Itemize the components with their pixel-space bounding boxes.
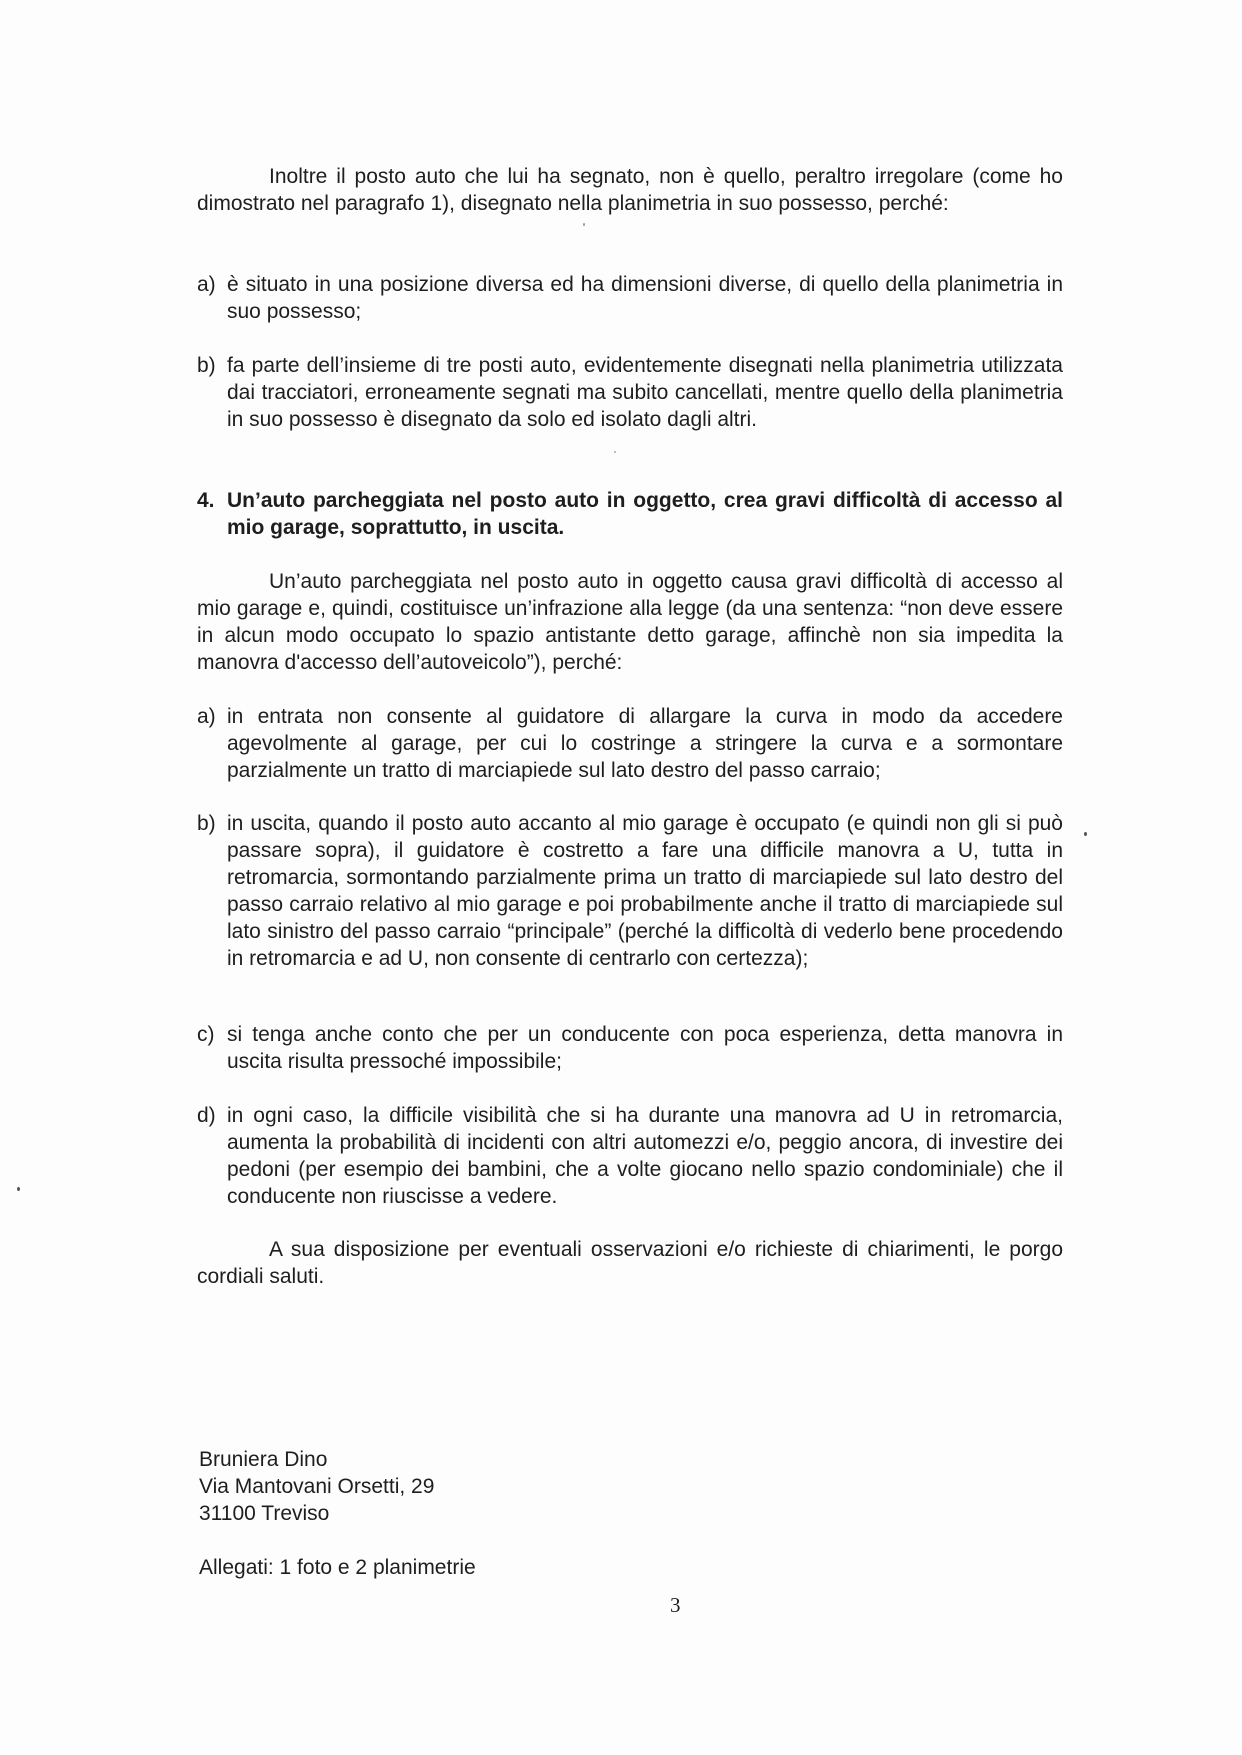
list-marker: b) xyxy=(197,812,216,835)
scan-speck xyxy=(614,451,616,453)
section-paragraph: Un’auto parcheggiata nel posto auto in oggetto causa gravi difficoltà di accesso al mio garage e, quindi, costituisce un’infrazione alla legge (da una sentenza: “non deve essere in alcun modo occupato lo spazio antistante detto garage, affinchè non sia impedita la manovra d'accesso dell’autoveicolo”), perché: xyxy=(197,570,1063,674)
list-item-text: in entrata non consente al guidatore di allargare la curva in modo da accedere agevolmente al garage, per cui lo costringe a stringere la curva e a sormontare parzialmente un tratto di marciapiede sul lato destro del passo carraio; xyxy=(227,705,1063,782)
list-item xyxy=(197,1021,1063,1075)
list-item-text: è situato in una posizione diversa ed ha dimensioni diverse, di quello della planimetria in suo possesso; xyxy=(227,273,1063,323)
list-marker: a) xyxy=(197,273,216,296)
list-item xyxy=(197,703,1063,784)
list-marker: b) xyxy=(197,354,216,377)
intro-paragraph: Inoltre il posto auto che lui ha segnato, non è quello, peraltro irregolare (come ho dimostrato nel paragrafo 1), disegnato nella planimetria in suo possesso, perché: xyxy=(197,165,1063,215)
list-marker: a) xyxy=(197,705,216,728)
closing-paragraph: A sua disposizione per eventuali osservazioni e/o richieste di chiarimenti, le porgo cordiali saluti. xyxy=(197,1238,1063,1288)
page-number: 3 xyxy=(670,1593,681,1617)
section-number: 4. xyxy=(197,489,215,512)
list-item-text: in ogni caso, la difficile visibilità che si ha durante una manovra ad U in retromarcia, aumenta la probabilità di incidenti con altri automezzi e/o, peggio ancora, di investire dei pedoni (per esempio dei bambini, che a volte giocano nello spazio condominiale) che il conducente non riuscisse a vedere. xyxy=(227,1104,1063,1208)
list-item-text: fa parte dell’insieme di tre posti auto, evidentemente disegnati nella planimetria utilizzata dai tracciatori, erroneamente segnati ma subito cancellati, mentre quello della planimetria in suo possesso è disegnato da solo ed isolato dagli altri. xyxy=(227,354,1063,431)
list-item xyxy=(197,1102,1063,1210)
section-heading xyxy=(197,487,1063,541)
list-item xyxy=(197,271,1063,325)
list-item-text: si tenga anche conto che per un conducente con poca esperienza, detta manovra in uscita risulta pressoché impossibile; xyxy=(227,1023,1063,1073)
section-heading-text: Un’auto parcheggiata nel posto auto in oggetto, crea gravi difficoltà di accesso al mio garage, soprattutto, in uscita. xyxy=(227,489,1063,539)
list-item-text: in uscita, quando il posto auto accanto al mio garage è occupato (e quindi non gli si può passare sopra), il guidatore è costretto a fare una difficile manovra a U, tutta in retromarcia, sormontando parzialmente prima un tratto di marciapiede sul lato destro del passo carraio relativo al mio garage e poi probabilmente anche il tratto di marciapiede sul lato sinistro del passo carraio “principale” (perché la difficoltà di vederlo bene procedendo in retromarcia e ad U, non consente di centrarlo con certezza); xyxy=(227,812,1063,970)
sender-city: 31100 Treviso xyxy=(199,1502,330,1525)
list-item xyxy=(197,352,1063,433)
scan-speck xyxy=(17,1187,20,1191)
sender-name: Bruniera Dino xyxy=(199,1448,328,1471)
scan-speck xyxy=(583,223,585,226)
list-marker: c) xyxy=(197,1023,215,1046)
list-item xyxy=(197,810,1063,972)
attachments-line: Allegati: 1 foto e 2 planimetrie xyxy=(199,1556,476,1579)
scan-speck xyxy=(1084,832,1087,836)
sender-street: Via Mantovani Orsetti, 29 xyxy=(199,1475,435,1498)
list-marker: d) xyxy=(197,1104,216,1127)
